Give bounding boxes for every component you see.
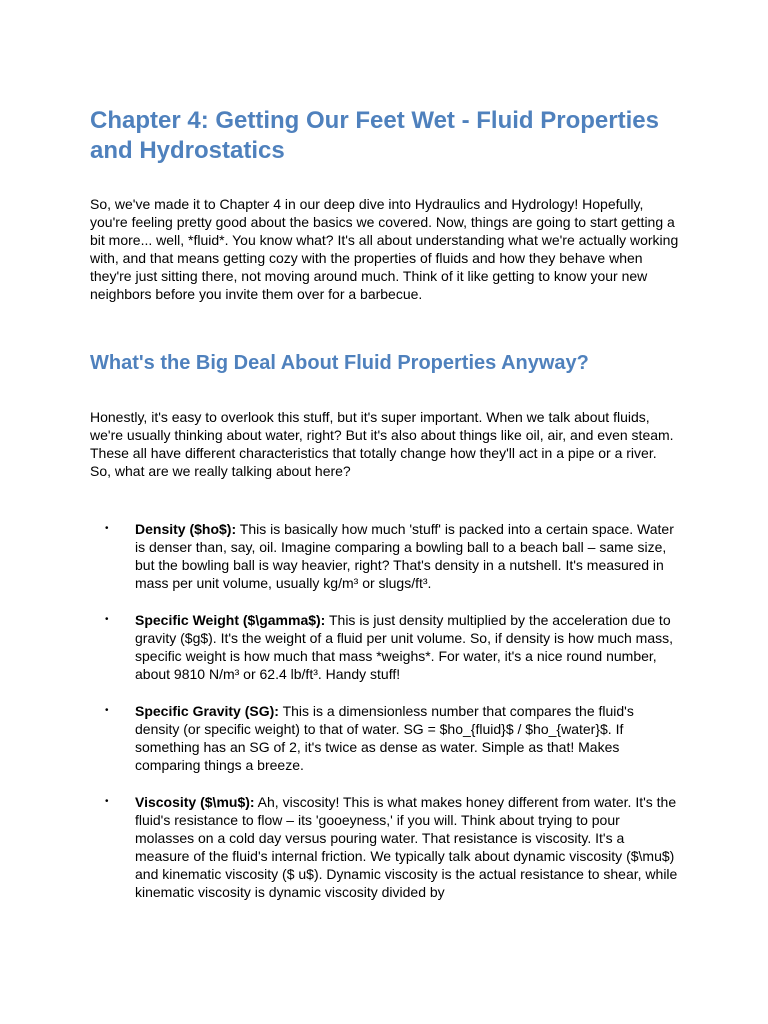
document-content (90, 106, 680, 920)
list-item-density (90, 520, 680, 592)
definition-density: This is basically how much 'stuff' is packed into a certain space. Water is denser than, say, oil. Imagine comparing a bowling ball to a beach ball – same size, but the bowling ball is way heavier, right? That's density in a nutshell. It's measured in mass per unit volume, usually kg/m³ or slugs/ft³. (135, 521, 674, 591)
term-viscosity: Viscosity ($\mu$): (135, 794, 255, 810)
bullet-icon: • (105, 614, 109, 625)
intro-paragraph: So, we've made it to Chapter 4 in our deep dive into Hydraulics and Hydrology! Hopefully, you're feeling pretty good about the basics we covered. Now, things are going to start getting a bit more... well, *fluid*. You know what? It's all about understanding what we're actually working with, and that means getting cozy with the properties of fluids and how they behave when they're just sitting there, not moving around much. Think of it like getting to know your new neighbors before you invite them over for a barbecue. (90, 196, 679, 302)
section-intro-paragraph: Honestly, it's easy to overlook this stuff, but it's super important. When we talk about fluids, we're usually thinking about water, right? But it's also about things like oil, air, and even steam. These all have different characteristics that totally change how they'll act in a pipe or a river. So, what are we really talking about here? (90, 409, 674, 479)
definition-specific-gravity: This is a dimensionless number that compares the fluid's density (or specific weight) to that of water. SG = $ho_{fluid}$ / $ho_{water}$. If something has an SG of 2, it's twice as dense as water. Simple as that! Makes comparing things a breeze. (135, 703, 634, 773)
chapter-title: Chapter 4: Getting Our Feet Wet - Fluid Properties and Hydrostatics (90, 107, 659, 164)
term-density: Density ($ho$): (135, 521, 237, 537)
section-heading: What's the Big Deal About Fluid Properties Anyway? (90, 352, 589, 374)
list-item-specific-weight (90, 611, 680, 683)
definition-specific-weight: This is just density multiplied by the acceleration due to gravity ($g$). It's the weight of a fluid per unit volume. So, if density is how much mass, specific weight is how much that mass *weighs*. For water, it's a nice round number, about 9810 N/m³ or 62.4 lb/ft³. Handy stuff! (135, 612, 674, 682)
bullet-icon: • (105, 705, 109, 716)
bullet-icon: • (105, 523, 109, 534)
term-specific-weight: Specific Weight ($\gamma$): (135, 612, 326, 628)
fluid-properties-list (90, 520, 680, 901)
list-item-specific-gravity (90, 702, 680, 774)
term-specific-gravity: Specific Gravity (SG): (135, 703, 279, 719)
list-item-viscosity (90, 793, 680, 901)
definition-viscosity: Ah, viscosity! This is what makes honey different from water. It's the fluid's resistance to flow – its 'gooeyness,' if you will. Think about trying to pour molasses on a cold day versus pouring water. That resistance is viscosity. It's a measure of the fluid's internal friction. We typically talk about dynamic viscosity ($\mu$) and kinematic viscosity ($ u$). Dynamic viscosity is the actual resistance to shear, while kinematic viscosity is dynamic viscosity divided by (135, 794, 678, 900)
bullet-icon: • (105, 796, 109, 807)
